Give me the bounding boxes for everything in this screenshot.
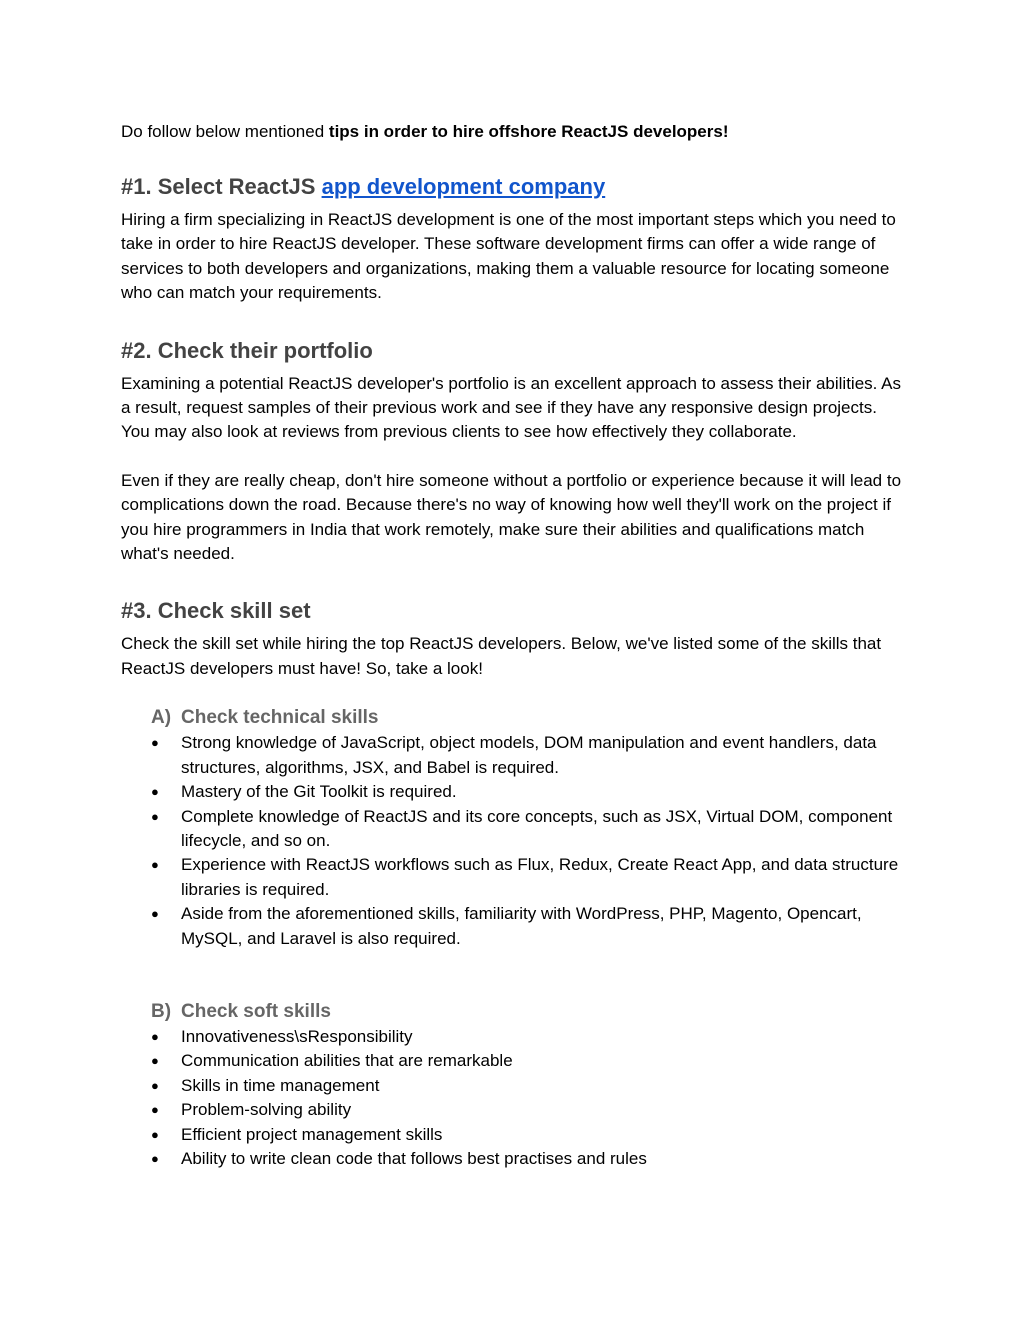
soft-skills-list (121, 1025, 904, 1171)
bullet-icon: ● (151, 1053, 159, 1069)
section-2-heading: #2. Check their portfolio (121, 337, 373, 363)
bullet-icon: ● (151, 1028, 159, 1044)
bullet-icon: ● (151, 857, 159, 873)
bullet-icon: ● (151, 1077, 159, 1093)
list-item: ● Innovativeness\sResponsibility (121, 1025, 904, 1049)
intro-bold: tips in order to hire offshore ReactJS developers! (328, 122, 729, 141)
section-3-paragraph: Check the skill set while hiring the top ReactJS developers. Below, we've listed some of the skills that ReactJS developers must have! So, take a look! (121, 634, 882, 678)
list-item: ● Aside from the aforementioned skills, familiarity with WordPress, PHP, Magento, Opencart, MySQL, and Laravel is also required. (151, 904, 862, 948)
bullet-icon: ● (151, 784, 159, 800)
technical-skills-heading (121, 705, 904, 731)
intro-prefix: Do follow below mentioned (121, 122, 329, 141)
bullet-icon: ● (151, 735, 159, 751)
list-item: ● Mastery of the Git Toolkit is required. (121, 780, 904, 804)
list-item: ● Efficient project management skills (121, 1123, 904, 1147)
list-item: ● Problem-solving ability (121, 1098, 904, 1122)
soft-skills-marker: B) (151, 1000, 172, 1022)
bullet-icon: ● (151, 1126, 159, 1142)
list-item: ● Strong knowledge of JavaScript, object models, DOM manipulation and event handlers, data structures, algorithms, JSX, and Babel is required. (151, 733, 877, 777)
section-1-heading (121, 172, 904, 202)
list-item: ● Skills in time management (121, 1074, 904, 1098)
bullet-icon: ● (151, 906, 159, 922)
list-item: ● Complete knowledge of ReactJS and its core concepts, such as JSX, Virtual DOM, component lifecycle, and so on. (151, 806, 893, 850)
technical-skills-title: Check technical skills (181, 707, 379, 729)
app-development-company-link[interactable]: app development company (321, 174, 606, 199)
section-1-heading-prefix: #1. Select ReactJS (121, 174, 322, 199)
list-item: ● Communication abilities that are remarkable (121, 1049, 904, 1073)
intro-text (121, 120, 904, 144)
list-item: ● Experience with ReactJS workflows such as Flux, Redux, Create React App, and data structure libraries is required. (151, 855, 899, 899)
bullet-icon: ● (151, 808, 159, 824)
section-3-heading: #3. Check skill set (121, 598, 311, 624)
soft-skills-title: Check soft skills (181, 1000, 331, 1022)
section-2-paragraph-1: Examining a potential ReactJS developer's portfolio is an excellent approach to assess their abilities. As a result, request samples of their previous work and see if they have any responsive design projects. You may also look at reviews from previous clients to see how effectively they collaborate. (121, 373, 902, 442)
bullet-icon: ● (151, 1102, 159, 1118)
technical-skills-list (121, 731, 904, 951)
list-item: ● Ability to write clean code that follows best practises and rules (121, 1147, 904, 1171)
soft-skills-heading (121, 999, 904, 1025)
section-2-paragraph-2: Even if they are really cheap, don't hire someone without a portfolio or experience because it will lead to complications down the road. Because there's no way of knowing how well they'll work on the project if you hire programmers in India that work remotely, make sure their abilities and qualifications match what's needed. (121, 470, 902, 564)
technical-skills-marker: A) (151, 707, 172, 729)
section-1-paragraph: Hiring a firm specializing in ReactJS development is one of the most important steps which you need to take in order to hire ReactJS developer. These software development firms can offer a wide range of services to both developers and organizations, making them a valuable resource for locating someone who can match your requirements. (121, 210, 896, 303)
bullet-icon: ● (151, 1150, 159, 1166)
